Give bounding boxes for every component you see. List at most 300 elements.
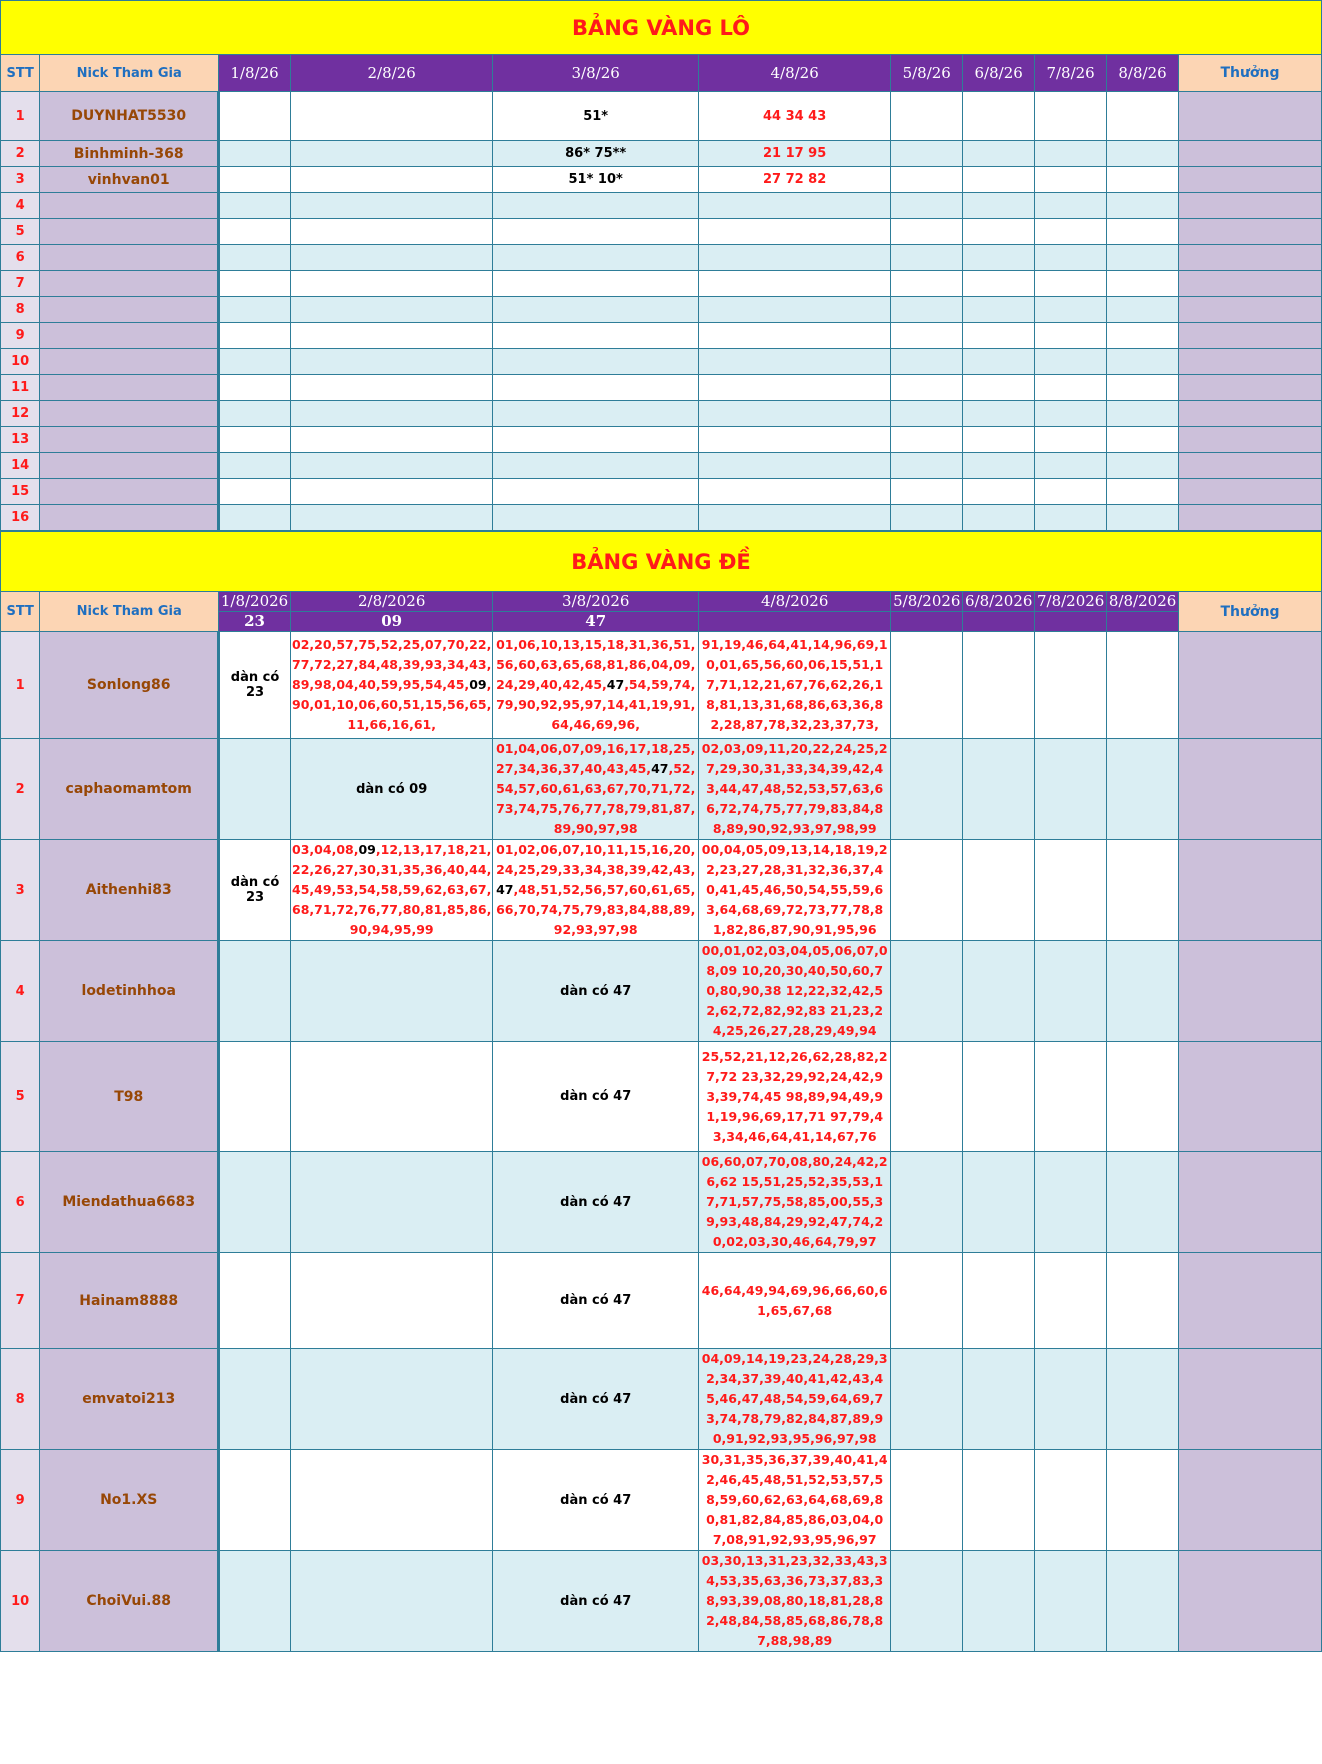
- lo-day-cell: [219, 375, 291, 401]
- lo-nick-cell: [40, 323, 219, 349]
- de-day-cell: [963, 941, 1035, 1042]
- lo-day-cell: [219, 349, 291, 375]
- lo-day-cell: 86* 75**: [493, 141, 699, 167]
- lo-day-cell: [1107, 297, 1179, 323]
- de-day-cell: [1107, 941, 1179, 1042]
- lo-thuong-header: Thưởng: [1178, 55, 1321, 92]
- de-stt-cell: 7: [1, 1253, 40, 1349]
- de-nick-cell: Sonlong86: [40, 632, 219, 739]
- lo-day-cell: [1035, 245, 1107, 271]
- de-day-cell: [219, 1551, 291, 1652]
- lo-thuong-cell: [1178, 193, 1321, 219]
- de-nick-cell: lodetinhhoa: [40, 941, 219, 1042]
- number-list: 02,20,57,75,52,25,07,70,22,77,72,27,84,48,39,93,34,43,89,98,04,40,59,95,54,45,: [292, 637, 492, 692]
- lo-day-cell: [290, 505, 492, 531]
- de-day-cell: [219, 739, 291, 840]
- de-thuong-cell: [1179, 1042, 1322, 1152]
- lo-stt-cell: 6: [1, 245, 40, 271]
- lo-header-row: [1, 55, 1322, 92]
- lo-day-cell: [219, 219, 291, 245]
- de-day-cell: [493, 632, 699, 739]
- de-row: [1, 1450, 1322, 1551]
- lo-row: [1, 193, 1322, 219]
- lo-day-cell: [1035, 505, 1107, 531]
- lo-day-cell: [1035, 479, 1107, 505]
- de-day-cell: [1107, 632, 1179, 739]
- de-day-cell: [963, 739, 1035, 840]
- lo-day-cell: [1107, 245, 1179, 271]
- de-day-cell: [891, 1349, 963, 1450]
- lo-day-cell: [963, 401, 1035, 427]
- lo-row: [1, 479, 1322, 505]
- lo-stt-cell: 10: [1, 349, 40, 375]
- de-day-cell: 03,30,13,31,23,32,33,43,34,53,35,63,36,73,37,83,38,93,39,08,80,18,81,28,82,48,84,58,85,68,86,78,87,88,98,89: [699, 1551, 891, 1652]
- lo-day-cell: [290, 453, 492, 479]
- lo-day-cell: [699, 401, 891, 427]
- de-day-cell: dàn có 47: [493, 1551, 699, 1652]
- lo-day-cell: [290, 323, 492, 349]
- de-day-cell: [1035, 840, 1107, 941]
- lo-day-cell: [290, 479, 492, 505]
- lo-day-cell: [1035, 92, 1107, 141]
- de-thuong-cell: [1179, 1349, 1322, 1450]
- lo-day-cell: [1107, 401, 1179, 427]
- lo-thuong-cell: [1178, 167, 1321, 193]
- lo-day-cell: [699, 505, 891, 531]
- de-nick-cell: T98: [40, 1042, 219, 1152]
- lo-table: [0, 0, 1322, 531]
- de-day-cell: [1107, 840, 1179, 941]
- de-date-header: 3/8/2026: [493, 592, 699, 612]
- de-day-cell: [891, 941, 963, 1042]
- lo-day-cell: [290, 92, 492, 141]
- lo-day-cell: [891, 401, 963, 427]
- de-date-header: 5/8/2026: [891, 592, 963, 612]
- de-day-cell: [1035, 1450, 1107, 1551]
- de-day-cell: [219, 1253, 291, 1349]
- lo-day-cell: [1035, 349, 1107, 375]
- de-day-cell: [1107, 1042, 1179, 1152]
- de-day-cell: [219, 941, 291, 1042]
- lo-day-cell: 44 34 43: [699, 92, 891, 141]
- lo-row: [1, 297, 1322, 323]
- lo-day-cell: [290, 219, 492, 245]
- de-day-cell: 30,31,35,36,37,39,40,41,42,46,45,48,51,52,53,57,58,59,60,62,63,64,68,69,80,81,82,84,85,86,03,04,07,08,91,92,93,95,96,97: [699, 1450, 891, 1551]
- lo-day-cell: [699, 193, 891, 219]
- de-day-cell: [1035, 1042, 1107, 1152]
- de-day-cell: dàn có 47: [493, 1152, 699, 1253]
- lo-day-cell: [891, 505, 963, 531]
- lo-nick-cell: [40, 219, 219, 245]
- lo-row: [1, 375, 1322, 401]
- de-day-cell: dàn có 47: [493, 941, 699, 1042]
- de-date-header: 6/8/2026: [963, 592, 1035, 612]
- lo-stt-cell: 8: [1, 297, 40, 323]
- lo-day-cell: [1035, 323, 1107, 349]
- lo-row: [1, 505, 1322, 531]
- lo-nick-cell: [40, 297, 219, 323]
- lo-day-cell: [1107, 271, 1179, 297]
- lo-row: [1, 323, 1322, 349]
- lo-nick-cell: [40, 349, 219, 375]
- lo-day-cell: [493, 505, 699, 531]
- lo-day-cell: [1035, 401, 1107, 427]
- de-day-cell: [1107, 1152, 1179, 1253]
- de-date-header: 8/8/2026: [1107, 592, 1179, 612]
- de-date-header: 1/8/2026: [219, 592, 291, 612]
- lo-day-cell: [891, 92, 963, 141]
- lo-day-cell: [963, 297, 1035, 323]
- lo-day-cell: [963, 375, 1035, 401]
- lo-day-cell: [493, 349, 699, 375]
- de-stt-cell: 9: [1, 1450, 40, 1551]
- lo-day-cell: [493, 427, 699, 453]
- lo-day-cell: [1107, 219, 1179, 245]
- hit-number: 09: [469, 677, 487, 692]
- lo-day-cell: [963, 479, 1035, 505]
- lo-day-cell: [1035, 453, 1107, 479]
- de-day-cell: [891, 1450, 963, 1551]
- de-day-cell: [963, 632, 1035, 739]
- number-list: 03,04,08,: [292, 842, 359, 857]
- de-nick-cell: caphaomamtom: [40, 739, 219, 840]
- lo-day-cell: [699, 297, 891, 323]
- lo-day-cell: [1107, 375, 1179, 401]
- lo-day-cell: [219, 323, 291, 349]
- de-thuong-header: Thưởng: [1179, 592, 1322, 632]
- lo-day-cell: [219, 401, 291, 427]
- de-day-cell: [291, 840, 493, 941]
- number-list: 01,04,06,07,09,16,17,18,25,27,34,36,37,40,43,45,: [496, 741, 696, 776]
- de-day-cell: [963, 1349, 1035, 1450]
- number-list: ,48,51,52,56,57,60,61,65,66,70,74,75,79,83,84,88,89,92,93,97,98: [496, 882, 696, 937]
- de-table: [0, 531, 1322, 1652]
- de-row: [1, 840, 1322, 941]
- de-day-cell: [1035, 941, 1107, 1042]
- lo-day-cell: [699, 323, 891, 349]
- de-result: 09: [291, 612, 493, 632]
- lo-day-cell: [699, 245, 891, 271]
- de-nick-header: Nick Tham Gia: [40, 592, 219, 632]
- de-day-cell: [963, 1042, 1035, 1152]
- lo-thuong-cell: [1178, 453, 1321, 479]
- lo-day-cell: [290, 297, 492, 323]
- lo-thuong-cell: [1178, 271, 1321, 297]
- lo-day-cell: [493, 453, 699, 479]
- lo-day-cell: [963, 427, 1035, 453]
- de-nick-cell: ChoiVui.88: [40, 1551, 219, 1652]
- lo-date-header: 3/8/26: [493, 55, 699, 92]
- lo-day-cell: [219, 193, 291, 219]
- number-list: 01,02,06,07,10,11,15,16,20,24,25,29,33,34,38,39,42,43,: [496, 842, 696, 877]
- de-stt-cell: 10: [1, 1551, 40, 1652]
- lo-day-cell: [891, 453, 963, 479]
- de-stt-cell: 6: [1, 1152, 40, 1253]
- de-day-cell: [219, 1042, 291, 1152]
- lo-day-cell: [1035, 193, 1107, 219]
- de-day-cell: [1035, 632, 1107, 739]
- lo-day-cell: [493, 245, 699, 271]
- lo-nick-cell: [40, 453, 219, 479]
- lo-day-cell: [963, 167, 1035, 193]
- de-thuong-cell: [1179, 632, 1322, 739]
- lo-row: [1, 219, 1322, 245]
- lo-day-cell: [891, 141, 963, 167]
- lo-day-cell: [891, 297, 963, 323]
- number-list: ,90,01,10,06,60,51,15,56,65,11,66,16,61,: [292, 677, 492, 732]
- lo-stt-cell: 3: [1, 167, 40, 193]
- de-day-cell: [963, 1253, 1035, 1349]
- de-row: [1, 1253, 1322, 1349]
- lo-day-cell: [493, 219, 699, 245]
- de-stt-cell: 5: [1, 1042, 40, 1152]
- de-result: [891, 612, 963, 632]
- de-day-cell: [291, 632, 493, 739]
- de-day-cell: dàn có 47: [493, 1253, 699, 1349]
- de-thuong-cell: [1179, 941, 1322, 1042]
- lo-day-cell: [219, 453, 291, 479]
- de-day-cell: [291, 1450, 493, 1551]
- lo-day-cell: [1035, 141, 1107, 167]
- de-nick-cell: Hainam8888: [40, 1253, 219, 1349]
- de-day-cell: [1035, 1253, 1107, 1349]
- lo-day-cell: [290, 375, 492, 401]
- de-date-header: 4/8/2026: [699, 592, 891, 612]
- lo-stt-cell: 11: [1, 375, 40, 401]
- lo-day-cell: [1107, 193, 1179, 219]
- lo-stt-cell: 5: [1, 219, 40, 245]
- lo-nick-cell: [40, 479, 219, 505]
- de-day-cell: [219, 1450, 291, 1551]
- de-day-cell: [963, 1152, 1035, 1253]
- lo-day-cell: [219, 427, 291, 453]
- lo-nick-cell: [40, 271, 219, 297]
- lo-stt-cell: 13: [1, 427, 40, 453]
- de-day-cell: [963, 1450, 1035, 1551]
- lo-day-cell: [891, 349, 963, 375]
- de-day-cell: [291, 1253, 493, 1349]
- de-day-cell: [891, 1253, 963, 1349]
- lo-row: [1, 167, 1322, 193]
- lo-day-cell: [699, 453, 891, 479]
- de-stt-cell: 2: [1, 739, 40, 840]
- lo-day-cell: [699, 349, 891, 375]
- lo-day-cell: [963, 271, 1035, 297]
- lo-day-cell: 27 72 82: [699, 167, 891, 193]
- de-day-cell: [291, 1551, 493, 1652]
- lo-row: [1, 271, 1322, 297]
- de-thuong-cell: [1179, 1551, 1322, 1652]
- lo-stt-cell: 4: [1, 193, 40, 219]
- de-result: 47: [493, 612, 699, 632]
- lo-day-cell: [963, 505, 1035, 531]
- lo-thuong-cell: [1178, 141, 1321, 167]
- de-day-cell: [1107, 1253, 1179, 1349]
- lo-nick-cell: vinhvan01: [40, 167, 219, 193]
- lo-nick-cell: [40, 193, 219, 219]
- de-day-cell: 02,03,09,11,20,22,24,25,27,29,30,31,33,34,39,42,43,44,47,48,52,53,57,63,66,72,74,75,77,79,83,84,88,89,90,92,93,97,98,99: [699, 739, 891, 840]
- de-day-cell: [1107, 1349, 1179, 1450]
- lo-nick-cell: [40, 401, 219, 427]
- de-row: [1, 941, 1322, 1042]
- lo-nick-cell: [40, 245, 219, 271]
- lo-day-cell: [1107, 453, 1179, 479]
- de-day-cell: 04,09,14,19,23,24,28,29,32,34,37,39,40,41,42,43,45,46,47,48,54,59,64,69,73,74,78,79,82,84,87,89,90,91,92,93,95,96,97,98: [699, 1349, 891, 1450]
- lo-day-cell: [219, 92, 291, 141]
- de-day-cell: dàn có 23: [219, 840, 291, 941]
- lo-day-cell: 51* 10*: [493, 167, 699, 193]
- de-result: [1035, 612, 1107, 632]
- de-day-cell: [963, 840, 1035, 941]
- de-day-cell: [291, 941, 493, 1042]
- de-day-cell: dàn có 47: [493, 1349, 699, 1450]
- lo-date-header: 4/8/26: [699, 55, 891, 92]
- de-day-cell: 00,01,02,03,04,05,06,07,08,09 10,20,30,40,50,60,70,80,90,38 12,22,32,42,52,62,72,82,92,83 21,23,24,25,26,27,28,29,49,94: [699, 941, 891, 1042]
- lo-day-cell: [891, 193, 963, 219]
- hit-number: 09: [358, 842, 376, 857]
- lo-day-cell: [1035, 271, 1107, 297]
- lo-day-cell: [493, 401, 699, 427]
- lo-stt-cell: 16: [1, 505, 40, 531]
- de-day-cell: [219, 1349, 291, 1450]
- de-day-cell: [291, 1042, 493, 1152]
- lo-day-cell: [963, 92, 1035, 141]
- lo-day-cell: [1107, 349, 1179, 375]
- lo-day-cell: [699, 427, 891, 453]
- lo-day-cell: [493, 479, 699, 505]
- de-header-row: [1, 592, 1322, 612]
- lo-row: [1, 245, 1322, 271]
- lo-day-cell: [1107, 323, 1179, 349]
- lo-day-cell: 21 17 95: [699, 141, 891, 167]
- de-day-cell: dàn có 09: [291, 739, 493, 840]
- de-row: [1, 632, 1322, 739]
- lo-date-header: 7/8/26: [1035, 55, 1107, 92]
- lo-thuong-cell: [1178, 92, 1321, 141]
- lo-nick-cell: [40, 427, 219, 453]
- lo-day-cell: [1107, 427, 1179, 453]
- lo-thuong-cell: [1178, 349, 1321, 375]
- de-result: 23: [219, 612, 291, 632]
- de-result: [1107, 612, 1179, 632]
- lo-day-cell: [699, 479, 891, 505]
- lo-day-cell: [963, 245, 1035, 271]
- lo-stt-header: STT: [1, 55, 40, 92]
- lo-day-cell: [493, 323, 699, 349]
- lo-day-cell: [290, 167, 492, 193]
- lo-thuong-cell: [1178, 401, 1321, 427]
- lo-day-cell: [493, 271, 699, 297]
- lo-nick-header: Nick Tham Gia: [40, 55, 219, 92]
- number-list: ,52,54,57,60,61,63,67,70,71,72,73,74,75,76,77,78,79,81,87,89,90,97,98: [496, 761, 696, 836]
- lo-row: [1, 427, 1322, 453]
- lo-day-cell: [891, 479, 963, 505]
- de-result: [963, 612, 1035, 632]
- de-stt-cell: 4: [1, 941, 40, 1042]
- lo-stt-cell: 9: [1, 323, 40, 349]
- lo-date-header: 1/8/26: [219, 55, 291, 92]
- lo-day-cell: [699, 375, 891, 401]
- lo-thuong-cell: [1178, 479, 1321, 505]
- lo-day-cell: [963, 323, 1035, 349]
- lo-row: [1, 349, 1322, 375]
- de-row: [1, 739, 1322, 840]
- lo-title: BẢNG VÀNG LÔ: [1, 1, 1322, 55]
- de-day-cell: 00,04,05,09,13,14,18,19,22,23,27,28,31,32,36,37,40,41,45,46,50,54,55,59,63,64,68,69,72,73,77,78,81,82,86,87,90,91,95,96: [699, 840, 891, 941]
- lo-day-cell: [290, 349, 492, 375]
- de-row: [1, 1042, 1322, 1152]
- lo-stt-cell: 14: [1, 453, 40, 479]
- de-day-cell: [1107, 1450, 1179, 1551]
- de-day-cell: [1035, 1349, 1107, 1450]
- lo-day-cell: [963, 219, 1035, 245]
- lo-day-cell: [1035, 219, 1107, 245]
- de-date-header: 2/8/2026: [291, 592, 493, 612]
- lo-day-cell: [963, 193, 1035, 219]
- lo-day-cell: [699, 271, 891, 297]
- lo-day-cell: [1035, 297, 1107, 323]
- de-day-cell: 25,52,21,12,26,62,28,82,27,72 23,32,29,92,24,42,93,39,74,45 98,89,94,49,91,19,96,69,17,71 97,79,43,34,46,64,41,14,67,76: [699, 1042, 891, 1152]
- lo-stt-cell: 12: [1, 401, 40, 427]
- de-nick-cell: Miendathua6683: [40, 1152, 219, 1253]
- de-day-cell: [1107, 1551, 1179, 1652]
- lo-stt-cell: 7: [1, 271, 40, 297]
- lo-row: [1, 92, 1322, 141]
- de-day-cell: 46,64,49,94,69,96,66,60,61,65,67,68: [699, 1253, 891, 1349]
- lo-day-cell: [219, 505, 291, 531]
- de-day-cell: [891, 1551, 963, 1652]
- de-row: [1, 1152, 1322, 1253]
- de-thuong-cell: [1179, 1253, 1322, 1349]
- lo-date-header: 5/8/26: [891, 55, 963, 92]
- lo-day-cell: [290, 141, 492, 167]
- de-day-cell: 06,60,07,70,08,80,24,42,26,62 15,51,25,52,35,53,17,71,57,75,58,85,00,55,39,93,48,84,29,92,47,74,20,02,03,30,46,64,79,97: [699, 1152, 891, 1253]
- de-stt-cell: 3: [1, 840, 40, 941]
- lo-day-cell: [891, 323, 963, 349]
- de-day-cell: [493, 840, 699, 941]
- lo-day-cell: [1107, 505, 1179, 531]
- lo-day-cell: [219, 141, 291, 167]
- lo-day-cell: [290, 427, 492, 453]
- hit-number: 47: [651, 761, 669, 776]
- lo-day-cell: [963, 141, 1035, 167]
- de-row: [1, 1349, 1322, 1450]
- lo-nick-cell: [40, 505, 219, 531]
- de-row: [1, 1551, 1322, 1652]
- de-day-cell: 91,19,46,64,41,14,96,69,10,01,65,56,60,06,15,51,17,71,12,21,67,76,62,26,18,81,13,31,68,86,63,36,82,28,87,78,32,23,37,73,: [699, 632, 891, 739]
- lo-stt-cell: 2: [1, 141, 40, 167]
- de-day-cell: dàn có 23: [219, 632, 291, 739]
- lo-day-cell: [290, 245, 492, 271]
- lo-day-cell: [219, 297, 291, 323]
- lo-day-cell: 51*: [493, 92, 699, 141]
- lo-day-cell: [290, 271, 492, 297]
- de-day-cell: [891, 739, 963, 840]
- de-stt-cell: 1: [1, 632, 40, 739]
- lo-date-header: 6/8/26: [963, 55, 1035, 92]
- de-day-cell: dàn có 47: [493, 1042, 699, 1152]
- de-nick-cell: Aithenhi83: [40, 840, 219, 941]
- lo-day-cell: [1035, 427, 1107, 453]
- lo-thuong-cell: [1178, 219, 1321, 245]
- lo-row: [1, 141, 1322, 167]
- lo-row: [1, 401, 1322, 427]
- de-day-cell: [891, 1152, 963, 1253]
- de-day-cell: [1107, 739, 1179, 840]
- de-stt-cell: 8: [1, 1349, 40, 1450]
- lo-day-cell: [963, 349, 1035, 375]
- lo-day-cell: [1107, 167, 1179, 193]
